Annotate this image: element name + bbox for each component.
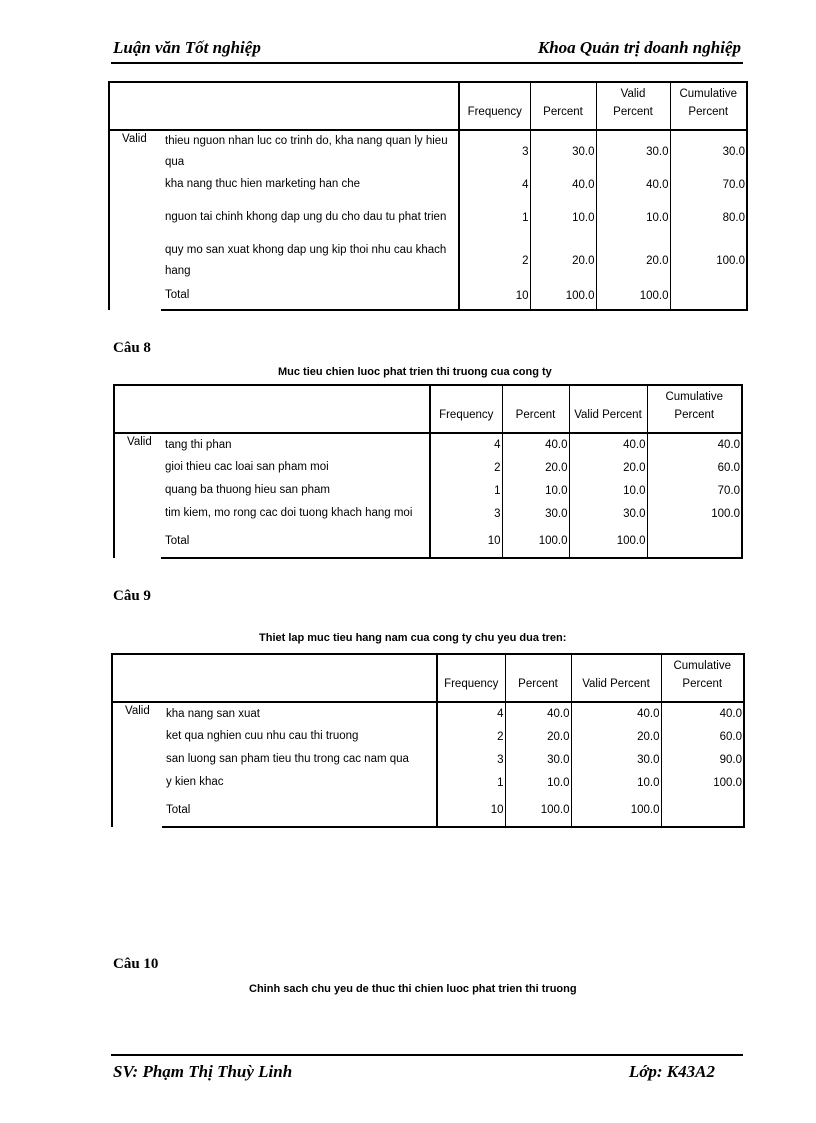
question-8-caption: Muc tieu chien luoc phat trien thi truong cua cong ty xyxy=(278,366,552,378)
page-footer xyxy=(111,1054,743,1081)
header-faculty: Khoa Quản trị doanh nghiệp xyxy=(537,38,741,57)
row-label: san luong san pham tieu thu trong cac nam qua xyxy=(162,748,437,771)
table-row xyxy=(109,130,747,173)
row-valid-percent: 40.0 xyxy=(569,433,647,456)
row-frequency: 10 xyxy=(430,525,502,558)
row-percent: 10.0 xyxy=(502,479,569,502)
row-label: Total xyxy=(161,282,459,310)
row-percent: 40.0 xyxy=(505,702,571,725)
col-valid-percent: Valid Percent xyxy=(596,82,670,130)
row-label: quang ba thuong hieu san pham xyxy=(161,479,430,502)
valid-label: Valid xyxy=(114,433,161,558)
table-row xyxy=(114,479,742,502)
row-label: nguon tai chinh khong dap ung du cho dau tu phat trien xyxy=(161,196,459,239)
row-frequency: 4 xyxy=(437,702,505,725)
row-valid-percent: 40.0 xyxy=(571,702,661,725)
frequency-table-cau8 xyxy=(113,384,743,559)
table-row-total xyxy=(109,282,747,310)
row-cumulative-percent xyxy=(661,794,744,827)
row-cumulative-percent: 60.0 xyxy=(647,456,742,479)
row-label: quy mo san xuat khong dap ung kip thoi nhu cau khach hang xyxy=(161,239,459,282)
row-percent: 100.0 xyxy=(505,794,571,827)
row-cumulative-percent: 70.0 xyxy=(647,479,742,502)
row-percent: 100.0 xyxy=(530,282,596,310)
frequency-table-cau9 xyxy=(111,653,745,828)
row-cumulative-percent: 40.0 xyxy=(661,702,744,725)
row-label: ket qua nghien cuu nhu cau thi truong xyxy=(162,725,437,748)
row-cumulative-percent: 70.0 xyxy=(670,173,747,196)
table-row xyxy=(109,173,747,196)
row-valid-percent: 20.0 xyxy=(571,725,661,748)
row-valid-percent: 10.0 xyxy=(596,196,670,239)
row-valid-percent: 30.0 xyxy=(569,502,647,525)
row-frequency: 3 xyxy=(437,748,505,771)
row-frequency: 3 xyxy=(459,130,530,173)
col-cumulative-percent: Cumulative Percent xyxy=(670,82,747,130)
row-valid-percent: 20.0 xyxy=(569,456,647,479)
row-cumulative-percent xyxy=(647,525,742,558)
row-frequency: 10 xyxy=(437,794,505,827)
col-frequency: Frequency xyxy=(430,385,502,433)
valid-label: Valid xyxy=(109,130,161,310)
row-label: gioi thieu cac loai san pham moi xyxy=(161,456,430,479)
col-percent: Percent xyxy=(502,385,569,433)
row-percent: 20.0 xyxy=(530,239,596,282)
footer-student-name: SV: Phạm Thị Thuỳ Linh xyxy=(113,1062,293,1081)
row-cumulative-percent: 100.0 xyxy=(670,239,747,282)
col-percent: Percent xyxy=(530,82,596,130)
row-frequency: 1 xyxy=(430,479,502,502)
row-frequency: 2 xyxy=(459,239,530,282)
col-percent: Percent xyxy=(505,654,571,702)
row-label: tang thi phan xyxy=(161,433,430,456)
row-percent: 20.0 xyxy=(502,456,569,479)
col-frequency: Frequency xyxy=(437,654,505,702)
table-row xyxy=(112,702,744,725)
question-8-heading: Câu 8 xyxy=(113,340,151,356)
col-valid-percent: Valid Percent xyxy=(571,654,661,702)
table-row xyxy=(112,748,744,771)
row-label: y kien khac xyxy=(162,771,437,794)
row-label: Total xyxy=(162,794,437,827)
row-percent: 30.0 xyxy=(502,502,569,525)
question-10-caption: Chinh sach chu yeu de thuc thi chien luoc phat trien thi truong xyxy=(249,983,577,995)
row-frequency: 1 xyxy=(459,196,530,239)
row-valid-percent: 30.0 xyxy=(571,748,661,771)
row-cumulative-percent xyxy=(670,282,747,310)
row-percent: 100.0 xyxy=(502,525,569,558)
footer-class: Lớp: K43A2 xyxy=(628,1062,715,1081)
row-valid-percent: 10.0 xyxy=(571,771,661,794)
row-cumulative-percent: 40.0 xyxy=(647,433,742,456)
row-valid-percent: 10.0 xyxy=(569,479,647,502)
row-valid-percent: 100.0 xyxy=(569,525,647,558)
row-frequency: 2 xyxy=(430,456,502,479)
row-label: kha nang thuc hien marketing han che xyxy=(161,173,459,196)
table-row-total xyxy=(114,525,742,558)
row-cumulative-percent: 100.0 xyxy=(647,502,742,525)
row-percent: 10.0 xyxy=(505,771,571,794)
col-cumulative-percent: Cumulative Percent xyxy=(647,385,742,433)
table-header-row xyxy=(112,654,744,702)
row-frequency: 4 xyxy=(459,173,530,196)
frequency-table-1 xyxy=(108,81,748,311)
row-label: tim kiem, mo rong cac doi tuong khach hang moi xyxy=(161,502,430,525)
row-valid-percent: 20.0 xyxy=(596,239,670,282)
col-valid-percent: Valid Percent xyxy=(569,385,647,433)
row-frequency: 10 xyxy=(459,282,530,310)
row-percent: 40.0 xyxy=(502,433,569,456)
table-row-total xyxy=(112,794,744,827)
row-cumulative-percent: 60.0 xyxy=(661,725,744,748)
table-row xyxy=(112,771,744,794)
row-valid-percent: 100.0 xyxy=(596,282,670,310)
question-10-heading: Câu 10 xyxy=(113,956,159,972)
table-row xyxy=(114,456,742,479)
row-cumulative-percent: 90.0 xyxy=(661,748,744,771)
table-row xyxy=(114,433,742,456)
row-cumulative-percent: 100.0 xyxy=(661,771,744,794)
table-row xyxy=(114,502,742,525)
page-header xyxy=(111,38,743,64)
row-cumulative-percent: 30.0 xyxy=(670,130,747,173)
table-header-row xyxy=(109,82,747,130)
row-valid-percent: 100.0 xyxy=(571,794,661,827)
question-9-heading: Câu 9 xyxy=(113,588,151,604)
row-label: Total xyxy=(161,525,430,558)
row-cumulative-percent: 80.0 xyxy=(670,196,747,239)
row-frequency: 3 xyxy=(430,502,502,525)
row-percent: 10.0 xyxy=(530,196,596,239)
table-header-row xyxy=(114,385,742,433)
valid-label: Valid xyxy=(112,702,162,827)
row-frequency: 1 xyxy=(437,771,505,794)
table-row xyxy=(109,239,747,282)
row-percent: 30.0 xyxy=(505,748,571,771)
row-percent: 20.0 xyxy=(505,725,571,748)
row-valid-percent: 40.0 xyxy=(596,173,670,196)
col-cumulative-percent: Cumulative Percent xyxy=(661,654,744,702)
row-label: kha nang san xuat xyxy=(162,702,437,725)
row-percent: 30.0 xyxy=(530,130,596,173)
header-thesis-title: Luận văn Tốt nghiệp xyxy=(113,38,261,57)
row-frequency: 2 xyxy=(437,725,505,748)
table-row xyxy=(112,725,744,748)
row-label: thieu nguon nhan luc co trinh do, kha nang quan ly hieu qua xyxy=(161,130,459,173)
col-frequency: Frequency xyxy=(459,82,530,130)
row-frequency: 4 xyxy=(430,433,502,456)
row-percent: 40.0 xyxy=(530,173,596,196)
row-valid-percent: 30.0 xyxy=(596,130,670,173)
question-9-caption: Thiet lap muc tieu hang nam cua cong ty chu yeu dua tren: xyxy=(259,632,567,644)
table-row xyxy=(109,196,747,239)
